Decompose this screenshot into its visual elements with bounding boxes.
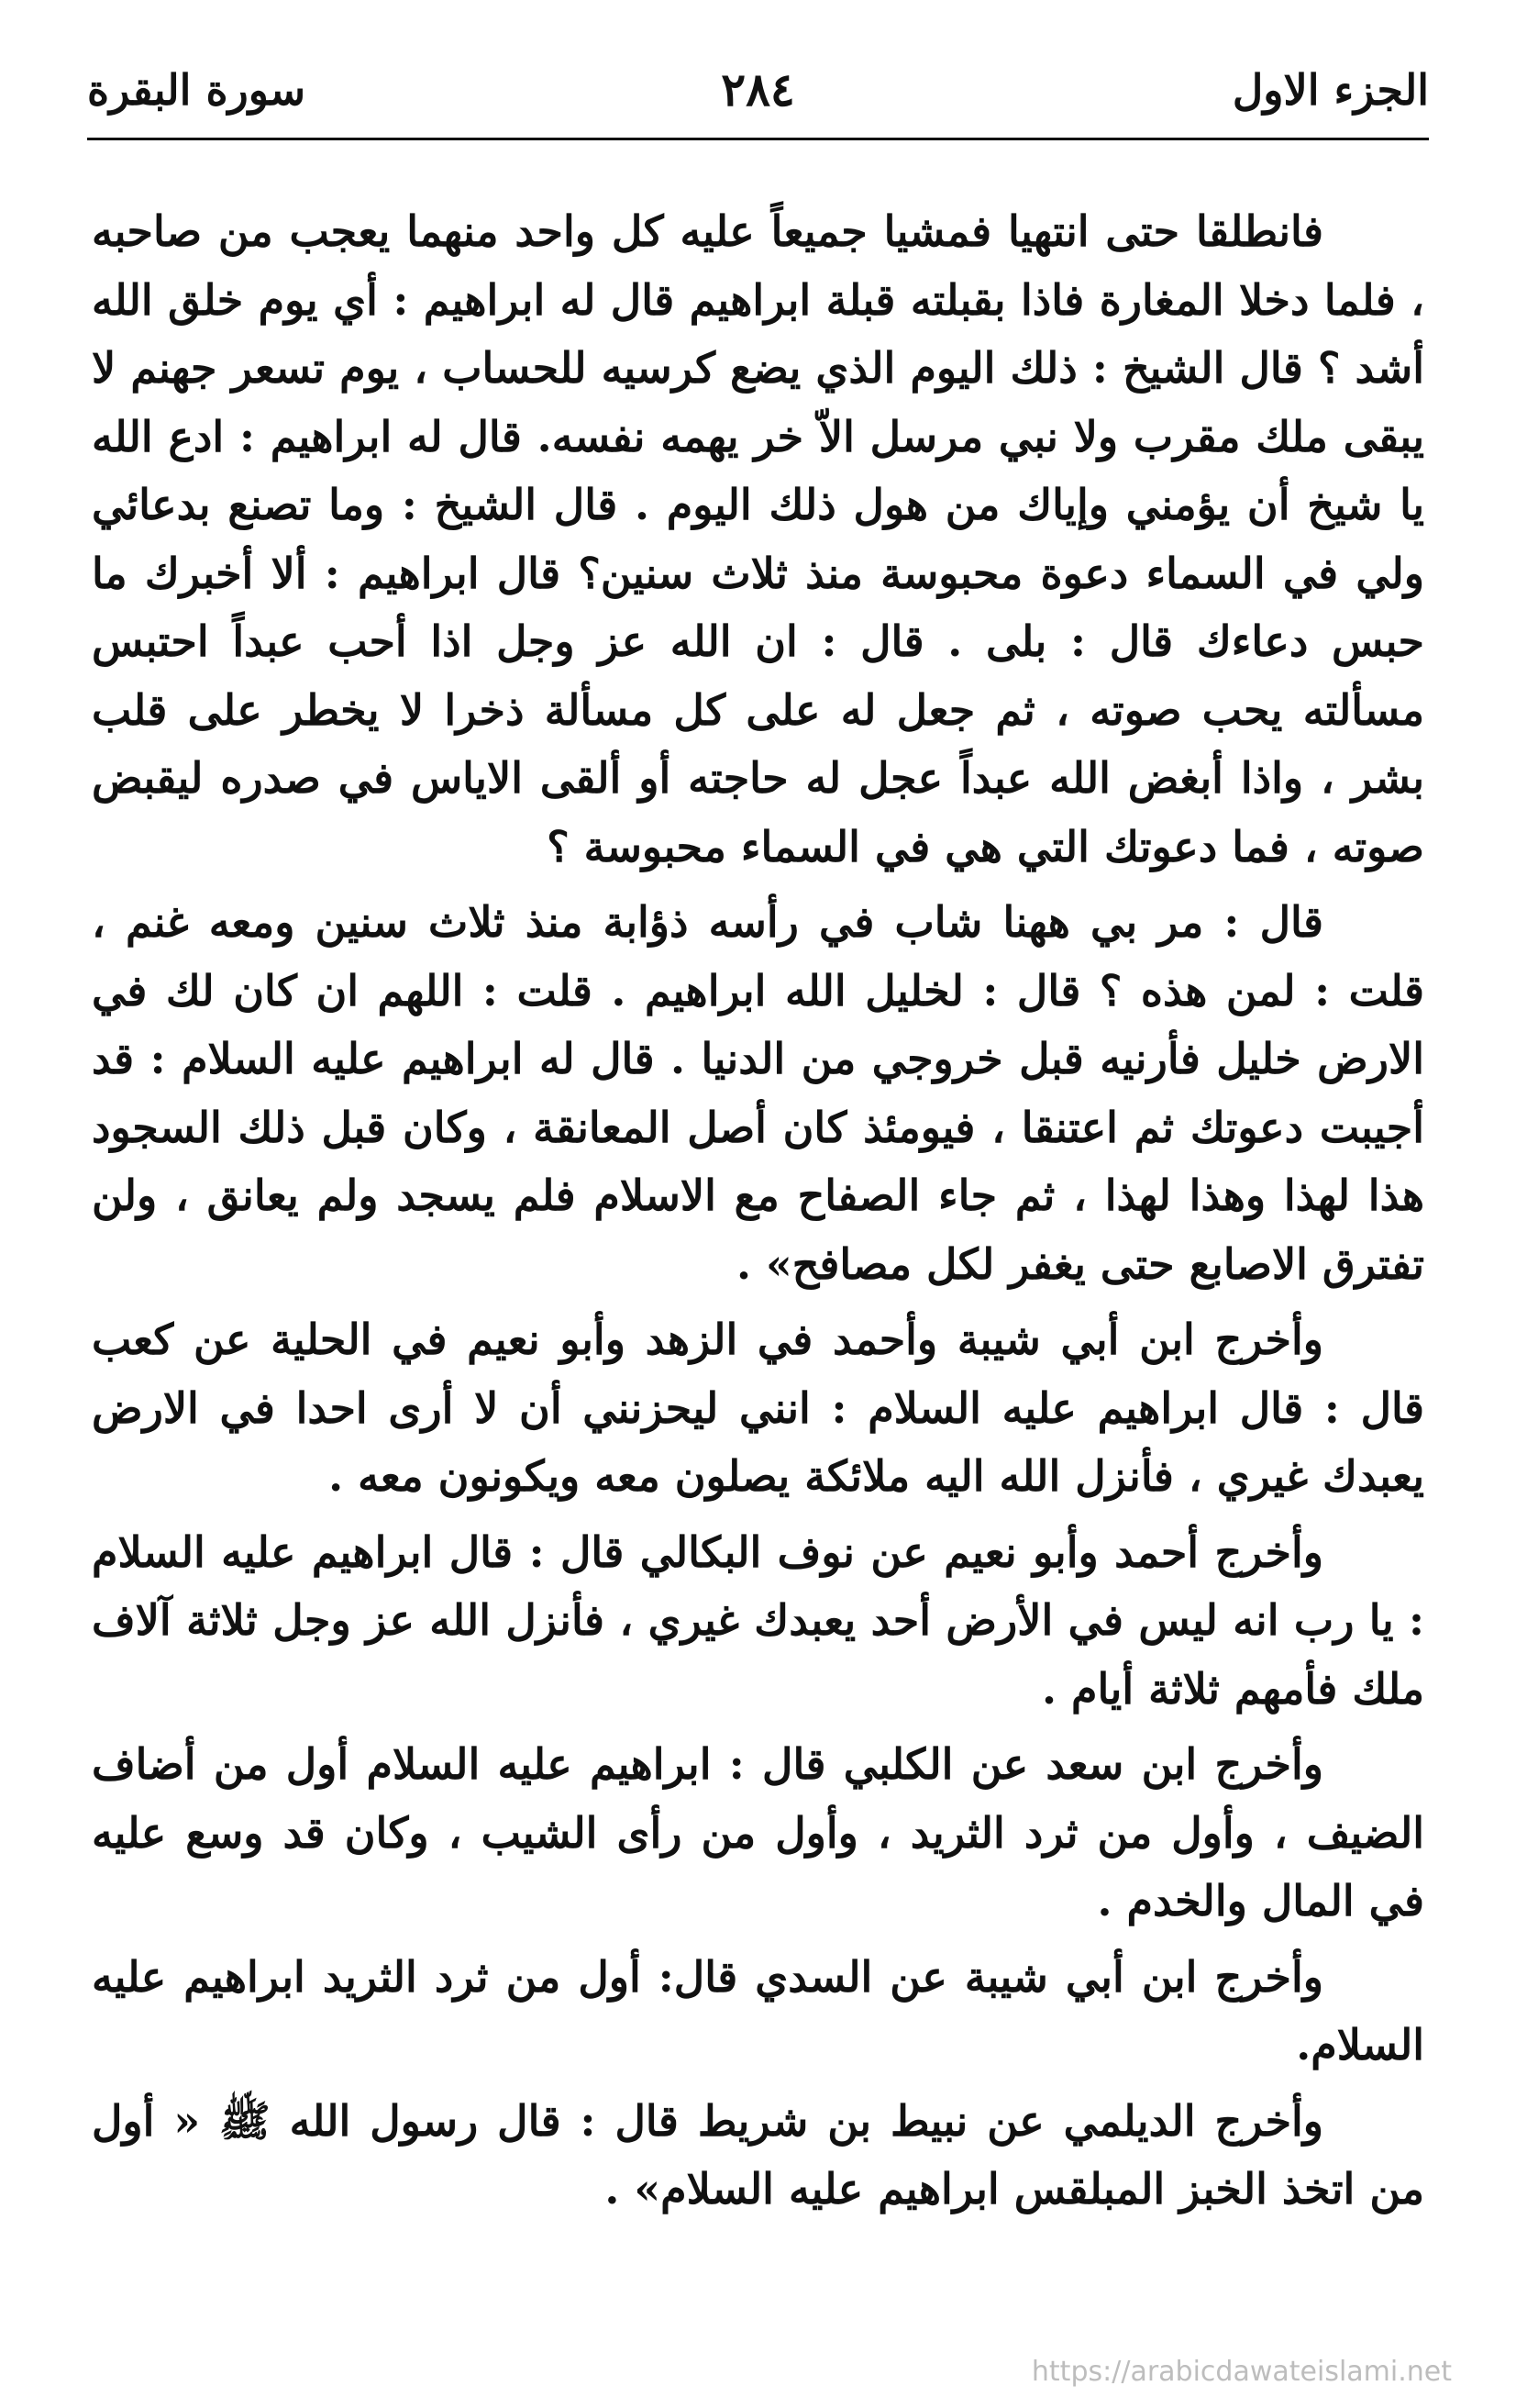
- watermark-url: https://arabicdawateislami.net: [1031, 2356, 1452, 2388]
- paragraph-1: فانطلقا حتى انتهيا فمشيا جميعاً عليه كل واحد منهما يعجب من صاحبه ، فلما دخلا المغارة فاذا بقبلته قبلة ابراهيم قال له ابراهيم : أي يوم خلق الله أشد ؟ قال الشيخ : ذلك اليوم الذي يضع كرسيه للحساب ، يوم تسعر جهنم لا يبقى ملك مقرب ولا نبي مرسل الاّ خر يهمه نفسه. قال له ابراهيم : ادع الله يا شيخ أن يؤمني وإياك من هول ذلك اليوم . قال الشيخ : وما تصنع بدعائي ولي في السماء دعوة محبوسة منذ ثلاث سنين؟ قال ابراهيم : ألا أخبرك ما حبس دعاءك قال : بلى . قال : ان الله عز وجل اذا أحب عبداً احتبس مسألته يحب صوته ، ثم جعل له على كل مسألة ذخرا لا يخطر على قلب بشر ، واذا أبغض الله عبداً عجل له حاجته أو ألقى الاياس في صدره ليقبض صوته ، فما دعوتك التي هي في السماء محبوسة ؟: [92, 206, 1424, 871]
- surah-label: سورة البقرة: [87, 65, 306, 115]
- paragraph-3: وأخرج ابن أبي شيبة وأحمد في الزهد وأبو نعيم في الحلية عن كعب قال : قال ابراهيم عليه السلام : انني ليحزنني أن لا أرى احدا في الارض يعبدك غيري ، فأنزل الله اليه ملائكة يصلون معه ويكونون معه .: [92, 1315, 1424, 1501]
- paragraph-4: وأخرج أحمد وأبو نعيم عن نوف البكالي قال : قال ابراهيم عليه السلام : يا رب انه ليس في الأرض أحد يعبدك غيري ، فأنزل الله عز وجل ثلاثة آلاف ملك فأمهم ثلاثة أيام .: [92, 1526, 1424, 1714]
- page-number: ٢٨٤: [721, 62, 795, 117]
- page-header: [87, 50, 1429, 151]
- page-body: [92, 197, 1424, 2224]
- volume-label: الجزء الاول: [1232, 65, 1429, 115]
- paragraph-5: وأخرج ابن سعد عن الكلبي قال : ابراهيم عليه السلام أول من أضاف الضيف ، وأول من ثرد الثريد ، وأول من رأى الشيب ، وكان قد وسع عليه في المال والخدم .: [92, 1739, 1424, 1925]
- paragraph-7: وأخرج الديلمي عن نبيط بن شريط قال : قال رسول الله ﷺ « أول من اتخذ الخبز المبلقس ابراهيم عليه السلام» .: [92, 2095, 1424, 2214]
- header-rule: [87, 138, 1429, 140]
- paragraph-2: قال : مر بي ههنا شاب في رأسه ذؤابة منذ ثلاث سنين ومعه غنم ، قلت : لمن هذه ؟ قال : لخليل الله ابراهيم . قلت : اللهم ان كان لك في الارض خليل فأرنيه قبل خروجي من الدنيا . قال له ابراهيم عليه السلام : قد أجيبت دعوتك ثم اعتنقا ، فيومئذ كان أصل المعانقة ، وكان قبل ذلك السجود هذا لهذا وهذا لهذا ، ثم جاء الصفاح مع الاسلام فلم يسجد ولم يعانق ، ولن تفترق الاصابع حتى يغفر لكل مصافح» .: [92, 897, 1424, 1289]
- paragraph-6: وأخرج ابن أبي شيبة عن السدي قال: أول من ثرد الثريد ابراهيم عليه السلام.: [92, 1951, 1424, 2070]
